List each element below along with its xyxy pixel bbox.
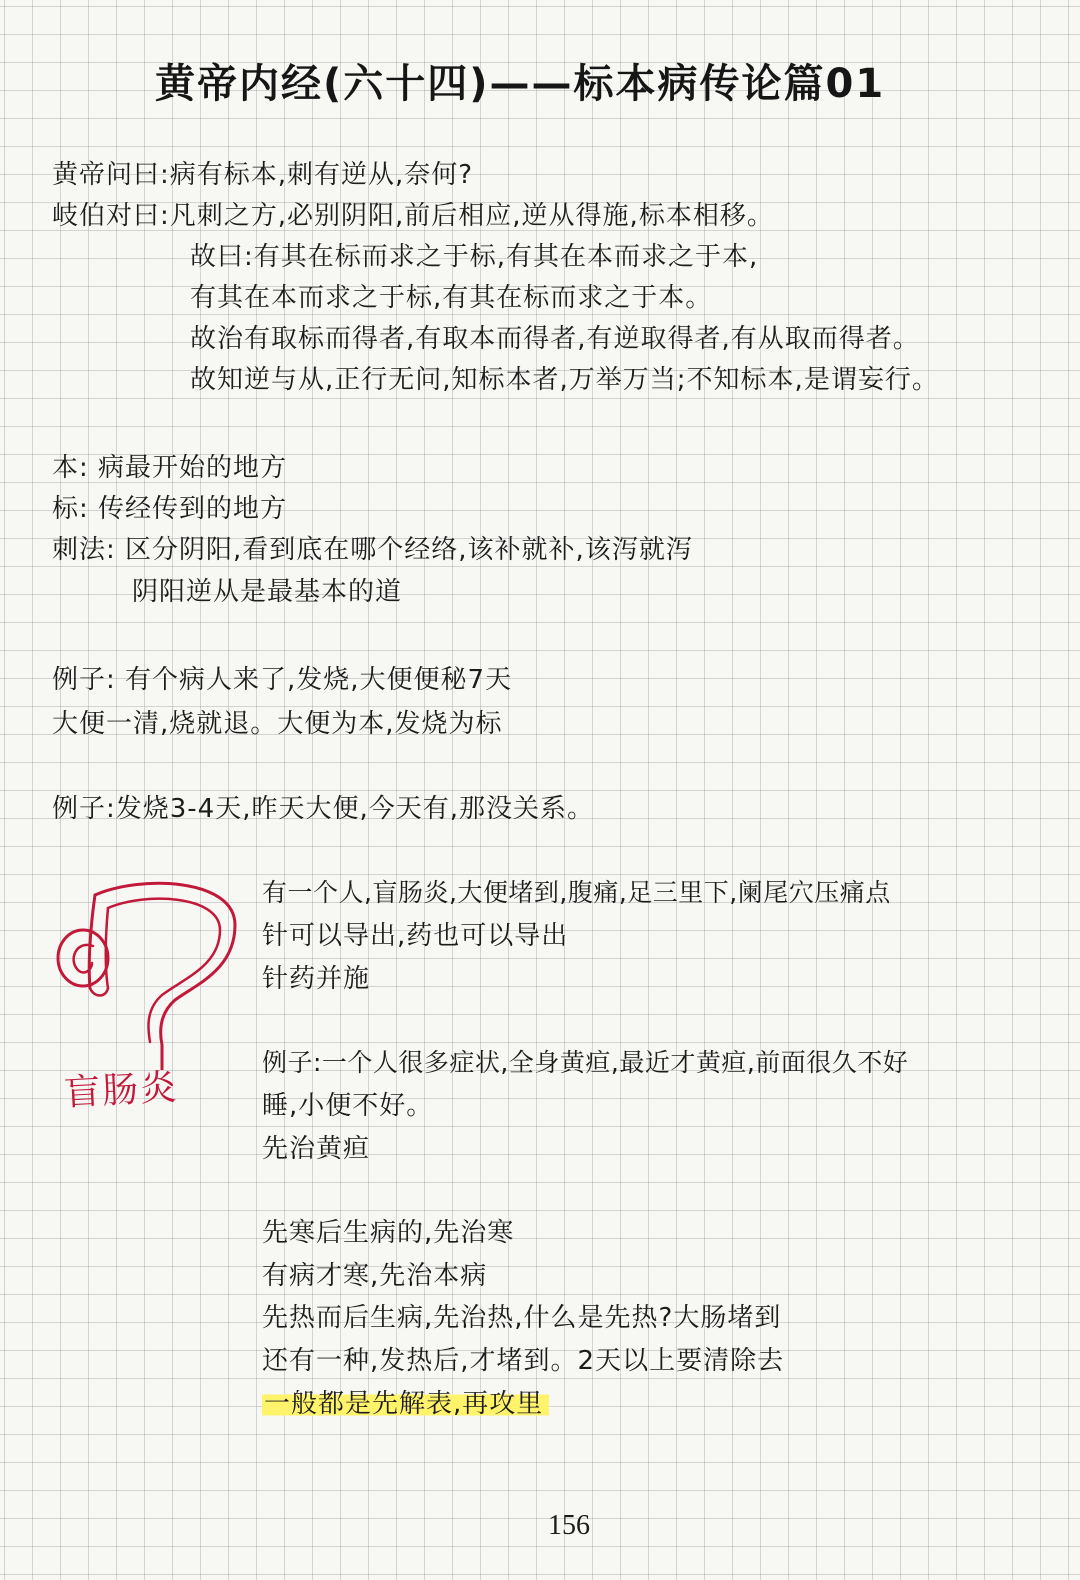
heat-line-2: 还有一种,发热后,才堵到。2天以上要清除去 — [262, 1346, 785, 1376]
appendicitis-line-2: 针可以导出,药也可以导出 — [262, 921, 569, 951]
highlighted-note-text: 一般都是先解表,再攻里 — [262, 1389, 549, 1419]
definition-ben: 本: 病最开始的地方 — [52, 453, 288, 483]
jaundice-line-2: 睡,小便不好。 — [262, 1091, 434, 1121]
appendicitis-line-1: 有一个人,盲肠炎,大便堵到,腹痛,足三里下,阑尾穴压痛点 — [262, 878, 891, 907]
example-1-line-2: 大便一清,烧就退。大便为本,发烧为标 — [52, 709, 503, 739]
classic-question: 黄帝问曰:病有标本,刺有逆从,奈何? — [52, 160, 474, 190]
jaundice-line-1: 例子:一个人很多症状,全身黄疸,最近才黄疸,前面很久不好 — [262, 1048, 909, 1077]
sketch-label: 盲肠炎 — [63, 1067, 180, 1114]
page-title: 黄帝内经(六十四)——标本病传论篇01 — [155, 61, 886, 107]
classic-answer-line-3: 有其在本而求之于标,有其在标而求之于本。 — [190, 283, 713, 313]
cold-line-1: 先寒后生病的,先治寒 — [262, 1218, 515, 1248]
page-number: 156 — [548, 1510, 590, 1541]
highlighted-note — [262, 1386, 549, 1422]
jaundice-line-3: 先治黄疸 — [262, 1134, 371, 1164]
classic-answer-line-2: 故曰:有其在标而求之于标,有其在本而求之于本, — [190, 242, 759, 272]
classic-answer-line-1: 岐伯对曰:凡刺之方,必别阴阳,前后相应,逆从得施,标本相移。 — [52, 201, 774, 231]
definition-cifa: 刺法: 区分阴阳,看到底在哪个经络,该补就补,该泻就泻 — [52, 535, 693, 565]
example-2: 例子:发烧3-4天,昨天大便,今天有,那没关系。 — [52, 794, 595, 824]
example-1-line-1: 例子: 有个病人来了,发烧,大便便秘7天 — [52, 665, 513, 695]
definition-biao: 标: 传经传到的地方 — [52, 494, 288, 524]
appendix-sketch — [50, 870, 250, 1070]
definition-cifa-note: 阴阳逆从是最基本的道 — [132, 577, 403, 607]
cold-line-2: 有病才寒,先治本病 — [262, 1261, 488, 1291]
classic-answer-line-5: 故知逆与从,正行无问,知标本者,万举万当;不知标本,是谓妄行。 — [190, 365, 939, 395]
classic-answer-line-4: 故治有取标而得者,有取本而得者,有逆取得者,有从取而得者。 — [190, 324, 920, 354]
appendicitis-line-3: 针药并施 — [262, 964, 371, 994]
heat-line-1: 先热而后生病,先治热,什么是先热?大肠堵到 — [262, 1303, 782, 1333]
